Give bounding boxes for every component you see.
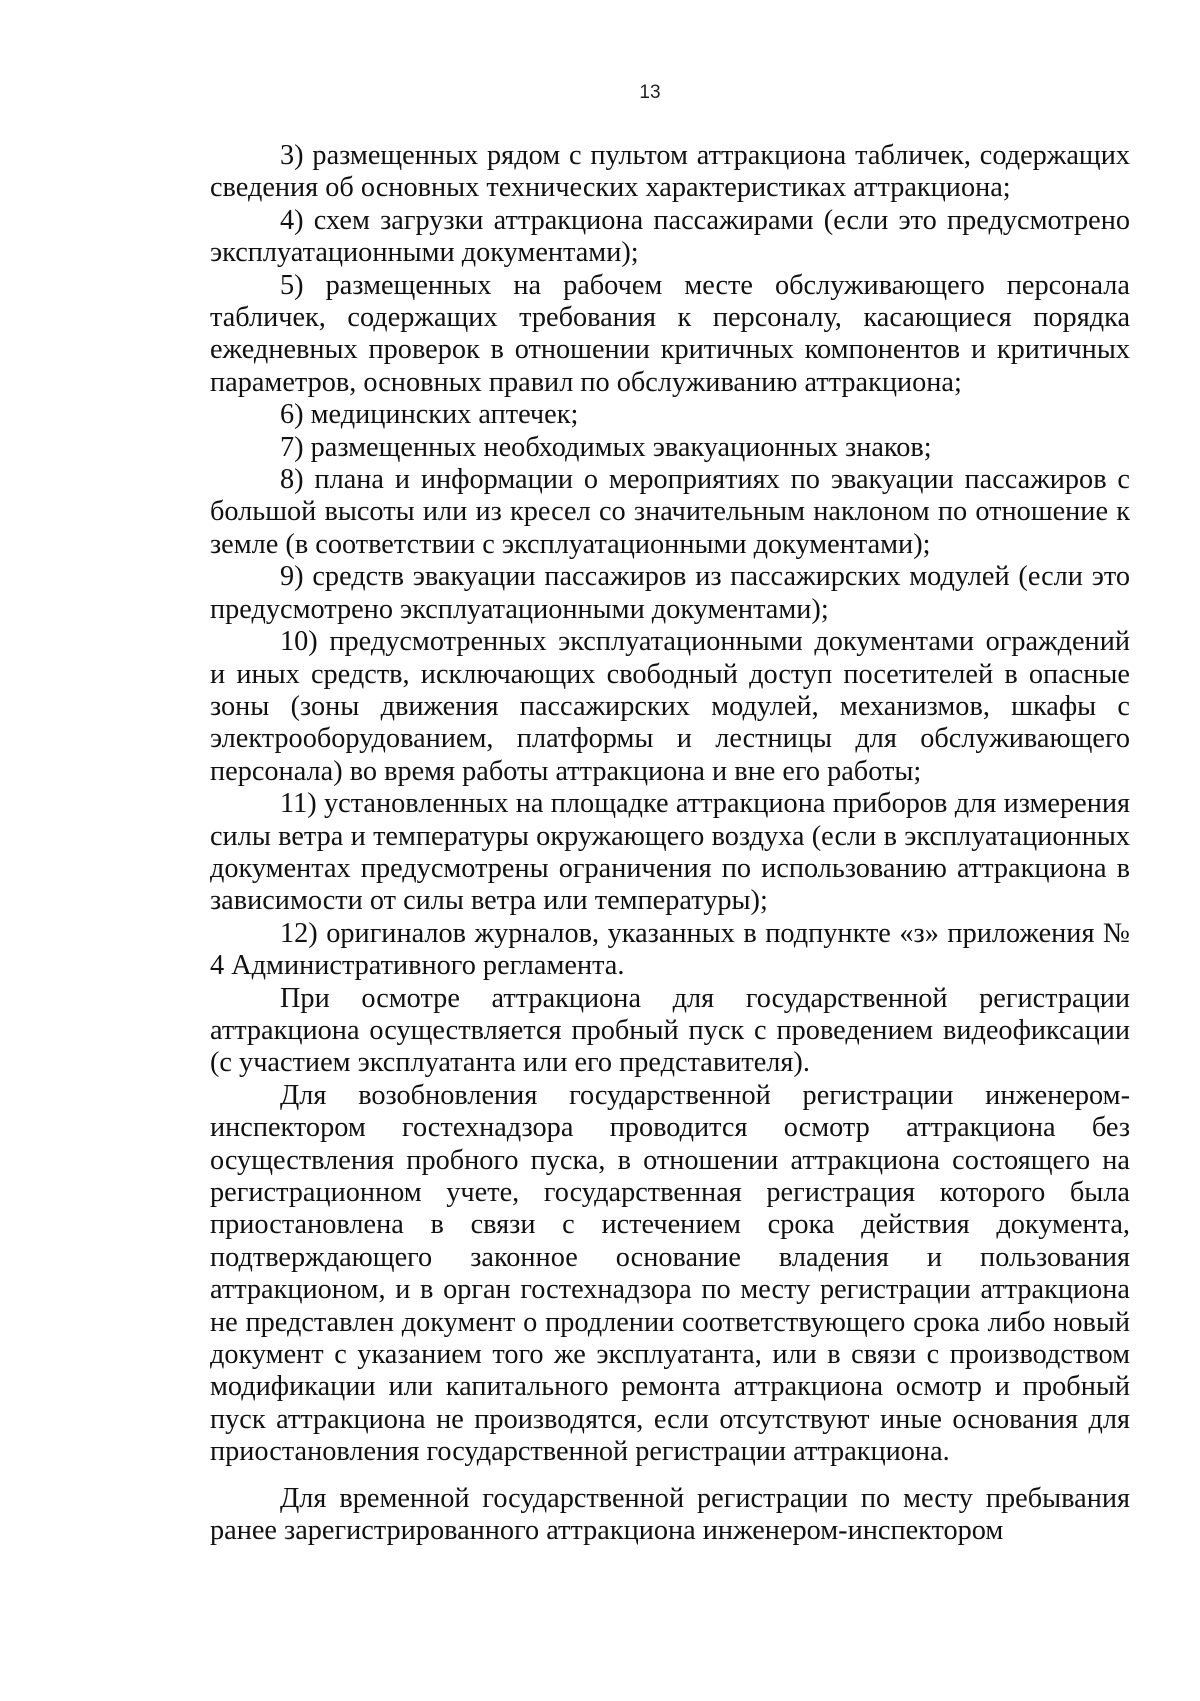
page-number: 13 <box>639 82 661 103</box>
document-body <box>210 140 1130 1547</box>
paragraph-item-12: 12) оригиналов журналов, указанных в подпункте «з» приложения № 4 Административного регламента. <box>210 917 1130 982</box>
paragraph-resumption: Для возобновления государственной регистрации инженером-инспектором гостехнадзора проводится осмотр аттракциона без осуществления пробного пуска, в отношении аттракциона состоящего на регистрационном учете, государственная регистрация которого была приостановлена в связи с истечением срока действия документа, подтверждающего законное основание владения и пользования аттракционом, и в орган гостехнадзора по месту регистрации аттракциона не представлен документ о продлении соответствующего срока либо новый документ с указанием того же эксплуатанта, или в связи с производством модификации или капитального ремонта аттракциона осмотр и пробный пуск аттракциона не производятся, если отсутствуют иные основания для приостановления государственной регистрации аттракциона. <box>210 1079 1130 1468</box>
paragraph-inspection: При осмотре аттракциона для государственной регистрации аттракциона осуществляется пробный пуск с проведением видеофиксации (с участием эксплуатанта или его представителя). <box>210 982 1130 1079</box>
paragraph-item-7: 7) размещенных необходимых эвакуационных знаков; <box>280 431 932 463</box>
paragraph-item-4: 4) схем загрузки аттракциона пассажирами (если это предусмотрено эксплуатационными документами); <box>210 204 1130 269</box>
paragraph-item-6: 6) медицинских аптечек; <box>280 399 579 431</box>
paragraph-item-5: 5) размещенных на рабочем месте обслуживающего персонала табличек, содержащих требования к персоналу, касающиеся порядка ежедневных проверок в отношении критичных компонентов и критичных параметров, основных правил по обслуживанию аттракциона; <box>210 269 1130 398</box>
paragraph-item-9: 9) средств эвакуации пассажиров из пассажирских модулей (если это предусмотрено эксплуатационными документами); <box>210 561 1130 625</box>
paragraph-item-8: 8) плана и информации о мероприятиях по эвакуации пассажиров с большой высоты или из кресел со значительным наклоном по отношение к земле (в соответствии с эксплуатационными документами); <box>210 464 1130 560</box>
paragraph-item-3: 3) размещенных рядом с пультом аттракциона табличек, содержащих сведения об основных технических характеристиках аттракциона; <box>210 140 1130 204</box>
paragraph-item-10: 10) предусмотренных эксплуатационными документами ограждений и иных средств, исключающих свободный доступ посетителей в опасные зоны (зоны движения пассажирских модулей, механизмов, шкафы с электрооборудованием, платформы и лестницы для обслуживающего персонала) во время работы аттракциона и вне его работы; <box>210 626 1130 787</box>
paragraph-item-11: 11) установленных на площадке аттракциона приборов для измерения силы ветра и температуры окружающего воздуха (если в эксплуатационных документах предусмотрены ограничения по использованию аттракциона в зависимости от силы ветра или температуры); <box>210 788 1130 917</box>
paragraph-temporary-registration: Для временной государственной регистрации по месту пребывания ранее зарегистрированного аттракциона инженером-инспектором <box>210 1482 1130 1547</box>
